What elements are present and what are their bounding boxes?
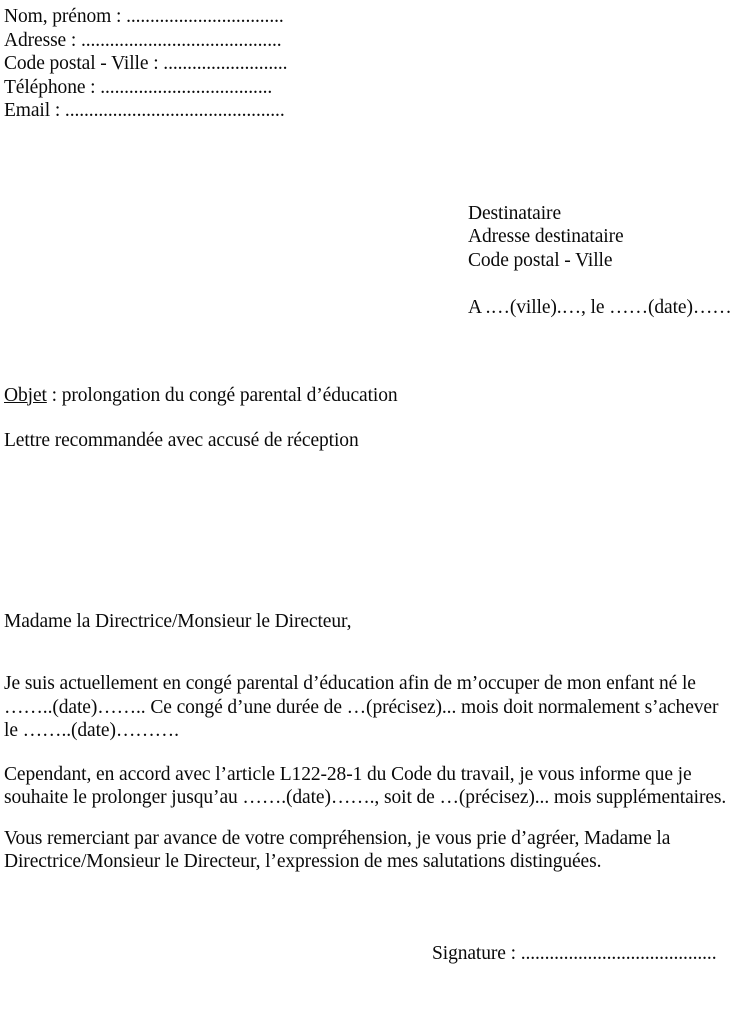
body-paragraph-1: Je suis actuellement en congé parental d’éducation afin de m’occuper de mon enfant né le ……..(date)…….. Ce congé d’une durée de …(précisez)... mois doit normalement s’achever le ……..(date)………. bbox=[4, 673, 719, 741]
sender-phone-line: Téléphone : .................................... bbox=[4, 76, 273, 98]
recipient-postal-city-line: Code postal - Ville bbox=[468, 249, 613, 271]
recipient-block bbox=[468, 202, 727, 273]
subject-label: Objet bbox=[4, 384, 47, 406]
salutation: Madame la Directrice/Monsieur le Directeur, bbox=[4, 610, 352, 632]
body-paragraph-3: Vous remerciant par avance de votre compréhension, je vous prie d’agréer, Madame la Directrice/Monsieur le Directeur, l’expression de mes salutations distinguées. bbox=[4, 827, 671, 872]
sender-email-line: Email : .............................................. bbox=[4, 100, 285, 121]
sender-address-line: Adresse : .......................................... bbox=[4, 29, 282, 51]
body-paragraph-2: Cependant, en accord avec l’article L122-28-1 du Code du travail, je vous informe que je souhaite le prolonger jusqu’au …….(date)……., soit de …(précisez)... mois supplémentaires. bbox=[4, 763, 727, 808]
subject-line bbox=[4, 384, 727, 408]
recipient-name-line: Destinataire bbox=[468, 202, 562, 224]
place-date-line: A .…(ville).…, le ……(date)…… bbox=[468, 297, 732, 318]
sender-block bbox=[4, 5, 727, 123]
signature-line: Signature : ......................................... bbox=[432, 942, 717, 964]
sender-postal-city-line: Code postal - Ville : .......................... bbox=[4, 53, 288, 74]
recipient-address-line: Adresse destinataire bbox=[468, 226, 624, 247]
subject-text: : prolongation du congé parental d’éducation bbox=[46, 384, 398, 406]
registered-mail-line: Lettre recommandée avec accusé de réception bbox=[4, 430, 359, 451]
sender-name-line: Nom, prénom : ................................. bbox=[4, 6, 284, 27]
